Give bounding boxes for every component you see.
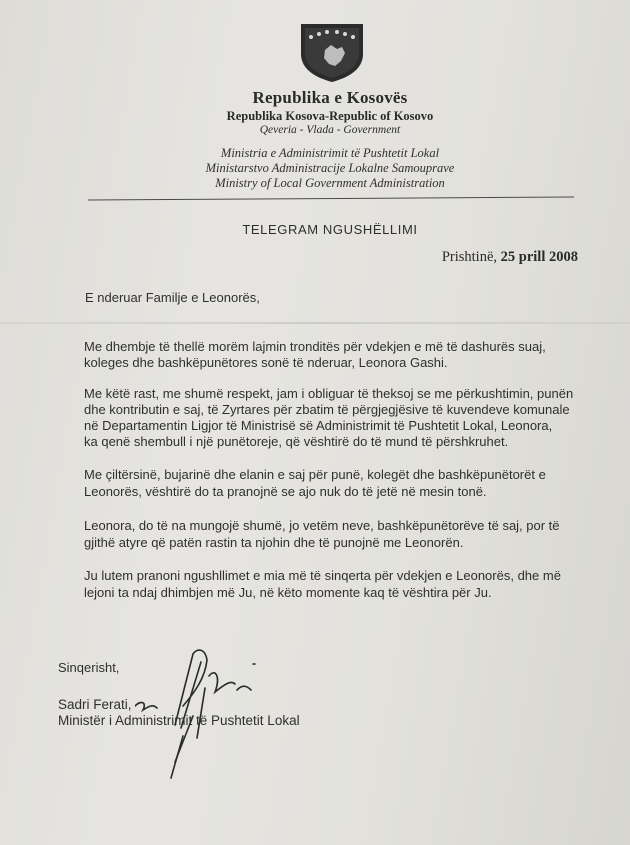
ministry-english: Ministry of Local Government Administration <box>215 176 445 190</box>
place: Prishtinë, <box>441 249 498 265</box>
date-line <box>380 249 578 266</box>
paragraph-line: lejoni ta ndaj dhimbjen më Ju, në këto momente kaq të vështira për Ju. <box>84 585 492 600</box>
paragraph-line: në Departamentin Ligjor të Ministrisë së Administrimit të Pushtetit Lokal, Leonora, <box>84 418 553 433</box>
paragraph-line: Leonora, do të na mungojë shumë, jo vetëm neve, bashkëpunëtorëve të saj, por të <box>84 518 560 533</box>
republic-title: Republika e Kosovës <box>252 88 408 107</box>
paragraph-line: Me dhembje të thellë morëm lajmin tronditës për vdekjen e më të dashurës suaj, <box>84 339 546 354</box>
paragraph-line: ka qenë shembull i një punëtoreje, që vështirë do të mund të përshkruhet. <box>84 434 509 449</box>
paragraph-line: Ju lutem pranoni ngushllimet e mia më të sinqerta për vdekjen e Leonorës, dhe më <box>84 568 561 583</box>
document-heading: TELEGRAM NGUSHËLLIMI <box>242 222 418 237</box>
handwritten-signature <box>135 640 295 780</box>
paragraph-line: Me çiltërsinë, bujarinë dhe elanin e saj për punë, kolegët dhe bashkëpunëtorët e <box>84 467 546 482</box>
date: 25 prill 2008 <box>500 249 578 265</box>
paragraph-line: dhe kontributin e saj, të Zyrtares për zbatim të përgjegjësive të kuvendeve komunale <box>84 402 570 417</box>
paper-fold <box>0 322 630 324</box>
republic-multilingual: Republika Kosova-Republic of Kosovo <box>226 109 434 123</box>
signatory-title: Ministër i Administrimit të Pushtetit Lokal <box>58 713 300 728</box>
ministry-serbian: Ministarstvo Administracije Lokalne Samouprave <box>205 161 455 175</box>
government-line: Qeveria - Vlada - Government <box>259 124 401 136</box>
signatory-name: Sadri Ferati, <box>58 697 132 712</box>
ministry-albanian: Ministria e Administrimit të Pushtetit Lokal <box>220 146 440 160</box>
greeting: E nderuar Familje e Leonorës, <box>85 290 260 305</box>
paragraph-line: Leonorës, vështirë do ta pranojnë se ajo nuk do të jetë në mesin tonë. <box>84 484 487 499</box>
paragraph-line: Me këtë rast, me shumë respekt, jam i obliguar të theksoj se me përkushtimin, punën <box>84 386 574 401</box>
closing: Sinqerisht, <box>58 660 120 675</box>
paragraph-line: koleges dhe bashkëpunëtores sonë të nderuar, Leonora Gashi. <box>84 355 448 370</box>
kosovo-emblem-icon <box>295 20 369 84</box>
header-divider <box>88 197 574 201</box>
paragraph-line: gjithë atyre që patën rastin ta njohin dhe të punojnë me Leonorën. <box>84 535 464 550</box>
